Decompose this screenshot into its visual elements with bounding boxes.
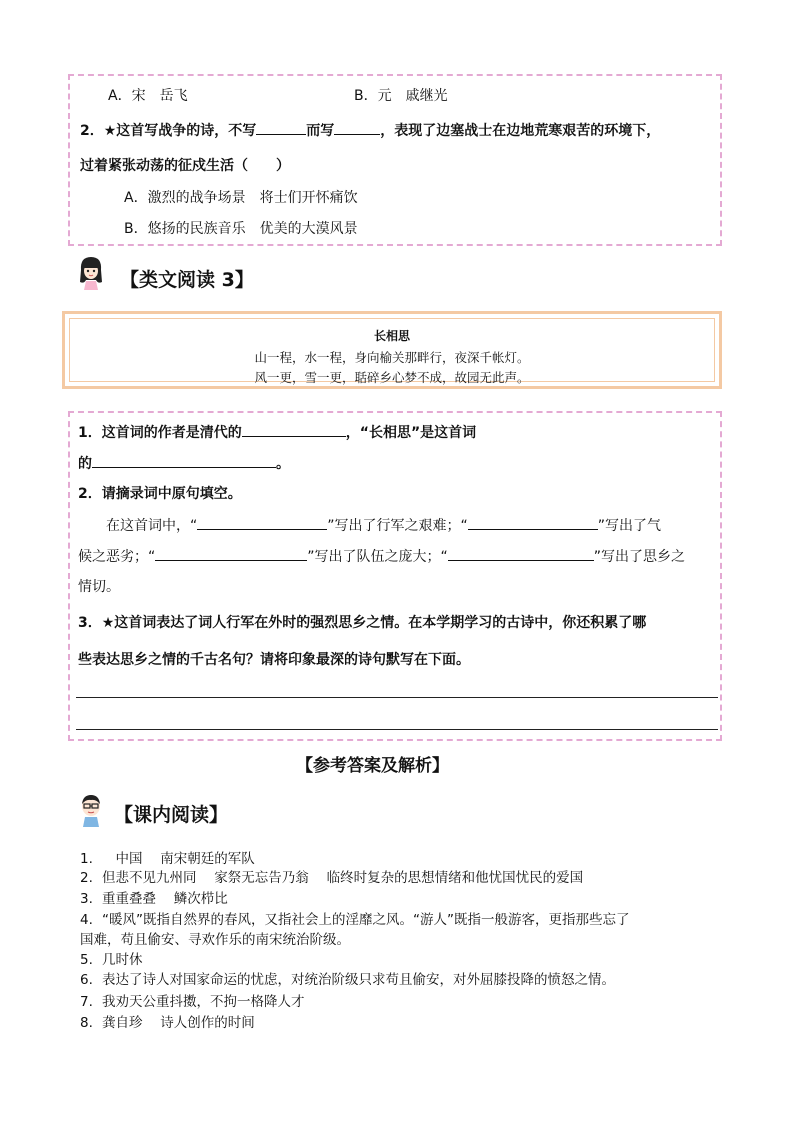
answer-item <box>80 890 228 908</box>
question-1-line2 <box>78 453 290 474</box>
answer-item <box>80 1014 255 1032</box>
answer-num: 1. <box>80 851 93 867</box>
poem-line-1: 山一程，水一程，身向榆关那畔行，夜深千帐灯。 <box>254 350 530 365</box>
q2-prefix: 2．★这首写战争的诗，不写 <box>80 123 257 139</box>
answer-item <box>80 993 305 1011</box>
heading-reading-3: 【类文阅读 3】 <box>120 269 254 291</box>
heading-class-reading: 【课内阅读】 <box>114 804 229 826</box>
q2-l2-b: ”写出了队伍之庞大；“ <box>307 549 448 565</box>
answer-num: 2. <box>80 870 93 886</box>
answer-text: 重重叠叠 鳞次栉比 <box>102 891 228 907</box>
answer-text: 国难，苟且偷安、寻欢作乐的南宋统治阶级。 <box>80 932 350 948</box>
blank[interactable] <box>155 546 307 561</box>
question-2b: 2．请摘录词中原句填空。 <box>78 486 242 502</box>
answer-item <box>80 850 255 868</box>
answer-item <box>80 869 583 887</box>
answer-text: 表达了诗人对国家命运的忧虑，对统治阶级只求苟且偷安，对外屈膝投降的愤怒之情。 <box>102 972 615 988</box>
q2-l2-c: ”写出了思乡之 <box>593 549 686 565</box>
answer-text: 我劝天公重抖擞，不拘一格降人才 <box>102 994 305 1010</box>
answer-item <box>80 951 143 969</box>
answer-text: “暖风”既指自然界的春风，又指社会上的淫靡之风。“游人”既指一般游客，更指那些忘了 <box>102 912 630 928</box>
option-b: B．元 戚继光 <box>354 88 448 104</box>
question-2-line2: 过着紧张动荡的征戍生活（ ） <box>80 158 290 174</box>
q1-text-d: 。 <box>276 456 290 472</box>
q1-text-a: 1．这首词的作者是清代的 <box>78 425 242 441</box>
q2-option-a: A．激烈的战争场景 将士们开怀痛饮 <box>124 190 358 206</box>
q2-l2-a: 候之恶劣；“ <box>78 549 156 565</box>
answer-item <box>80 911 629 929</box>
q2-mid: 而写 <box>306 123 335 139</box>
blank[interactable] <box>448 546 594 561</box>
answer-text: 中国 南宋朝廷的军队 <box>102 851 255 867</box>
answer-num: 7. <box>80 994 93 1010</box>
heading-answers: 【参考答案及解析】 <box>296 756 449 776</box>
poem-line-2: 风一更，雪一更，聒碎乡心梦不成，故园无此声。 <box>254 370 530 385</box>
answer-num: 8. <box>80 1015 93 1031</box>
blank[interactable] <box>468 515 598 530</box>
q2-option-b: B．悠扬的民族音乐 优美的大漠风景 <box>124 221 358 237</box>
poem-box <box>62 311 722 389</box>
q1-text-c: 的 <box>78 456 92 472</box>
poem-inner-frame <box>69 318 715 385</box>
blank[interactable] <box>334 120 380 135</box>
q2-fill-line-1 <box>106 515 661 536</box>
q1-text-b: ，“长相思”是这首词 <box>345 425 477 441</box>
answer-write-line-2[interactable] <box>76 729 718 730</box>
q2-l1-a: 在这首词中，“ <box>106 518 198 534</box>
answer-item-continued <box>80 931 350 949</box>
q2-l1-c: ”写出了气 <box>597 518 662 534</box>
question-3-line2: 些表达思乡之情的千古名句？请将印象最深的诗句默写在下面。 <box>78 652 470 668</box>
answer-write-line-1[interactable] <box>76 697 718 698</box>
q2-suffix: ，表现了边塞战士在边地荒寒艰苦的环境下， <box>380 123 661 139</box>
answer-text: 几时休 <box>102 952 143 968</box>
answer-num: 5. <box>80 952 93 968</box>
answer-text: 龚自珍 诗人创作的时间 <box>102 1015 255 1031</box>
answer-num: 6. <box>80 972 93 988</box>
answer-item <box>80 971 615 989</box>
blank[interactable] <box>197 515 327 530</box>
q2-fill-line-2 <box>78 546 685 567</box>
question-1 <box>78 422 476 443</box>
girl-avatar-icon <box>76 254 106 292</box>
option-a: A．宋 岳飞 <box>108 88 188 104</box>
answer-num: 3. <box>80 891 93 907</box>
blank[interactable] <box>92 453 276 468</box>
question-2 <box>80 120 660 141</box>
answer-num: 4. <box>80 912 93 928</box>
blank[interactable] <box>242 422 346 437</box>
boy-avatar-icon <box>76 792 106 828</box>
poem-title: 长相思 <box>373 329 410 343</box>
q2-l1-b: ”写出了行军之艰难；“ <box>327 518 468 534</box>
blank[interactable] <box>256 120 306 135</box>
q2-fill-line-3: 情切。 <box>78 579 120 595</box>
question-3-line1: 3．★这首词表达了词人行军在外时的强烈思乡之情。在本学期学习的古诗中，你还积累了哪 <box>78 615 647 631</box>
answer-text: 但悲不见九州同 家祭无忘告乃翁 临终时复杂的思想情绪和他忧国忧民的爱国 <box>102 870 584 886</box>
